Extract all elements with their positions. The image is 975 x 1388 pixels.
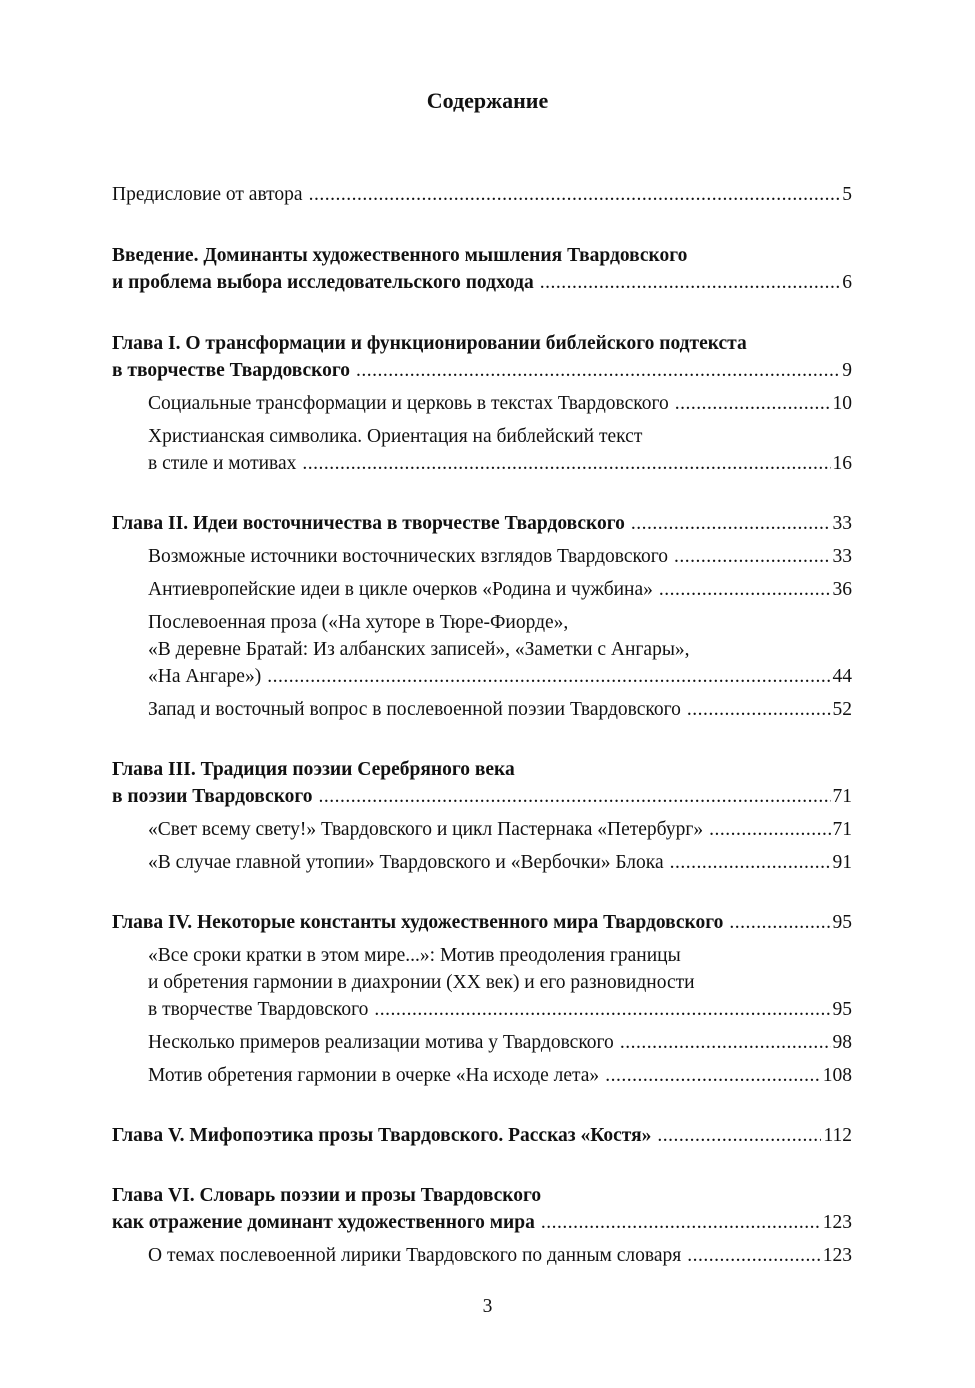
toc-line: Глава VI. Словарь поэзии и прозы Твардовского [112, 1185, 542, 1206]
dot-leader [670, 849, 831, 876]
dot-leader [540, 269, 840, 296]
toc-line: «На Ангаре») ..... 44 [148, 663, 852, 690]
toc-line: «В случае главной утопии» Твардовского и «Вербочки» Блока ..... 91 [148, 849, 852, 876]
dot-leader [620, 1029, 831, 1056]
toc-entry-chapter-2[interactable] [112, 510, 852, 537]
toc-page-number: 16 [832, 453, 852, 474]
toc-line: «Свет всему свету!» Твардовского и цикл Пастернака «Петербург» ..... 71 [148, 816, 852, 843]
toc-line: Христианская символика. Ориентация на библейский текст [148, 426, 643, 447]
toc-line: О темах послевоенной лирики Твардовского по данным словаря ..... 123 [148, 1242, 852, 1269]
toc-entry-chapter-3[interactable] [112, 756, 852, 810]
toc-line: Социальные трансформации и церковь в текстах Твардовского ..... 10 [148, 390, 852, 417]
toc-page-number: 71 [832, 786, 852, 807]
toc-entry-chapter-1[interactable] [112, 330, 852, 384]
toc-entry-section[interactable] [148, 816, 852, 843]
toc-entry-section[interactable] [148, 1062, 852, 1089]
toc-page-number: 112 [823, 1125, 852, 1146]
toc-entry-section[interactable] [148, 696, 852, 723]
toc-page-number: 71 [832, 819, 852, 840]
toc-line: и проблема выбора исследовательского подхода ..... 6 [112, 269, 852, 296]
toc-page-number: 44 [832, 666, 852, 687]
dot-leader [674, 543, 830, 570]
toc-line: в творчестве Твардовского ..... 9 [112, 357, 852, 384]
toc-entry-section[interactable] [148, 1242, 852, 1269]
toc-page-number: 95 [832, 999, 852, 1020]
toc-entry-section[interactable] [148, 942, 852, 1023]
dot-leader [605, 1062, 821, 1089]
toc-line: Послевоенная проза («На хуторе в Тюре-Фиорде», [148, 612, 569, 633]
toc-entry-chapter-5[interactable] [112, 1122, 852, 1149]
toc-line: «Все сроки кратки в этом мире...»: Мотив преодоления границы [148, 945, 681, 966]
toc-entry-section[interactable] [148, 423, 852, 477]
toc-entry-section[interactable] [148, 849, 852, 876]
toc-line: Введение. Доминанты художественного мышления Твардовского [112, 245, 688, 266]
toc-entry-chapter-6[interactable] [112, 1182, 852, 1236]
toc-line: Мотив обретения гармонии в очерке «На исходе лета» ..... 108 [148, 1062, 852, 1089]
toc-line: в стиле и мотивах ..... 16 [148, 450, 852, 477]
toc-entry-introduction[interactable] [112, 242, 852, 296]
toc-page-number: 95 [832, 912, 852, 933]
toc-entry-chapter-4[interactable] [112, 909, 852, 936]
toc-entry-preface[interactable] [112, 181, 852, 208]
toc-line: как отражение доминант художественного мира ..... 123 [112, 1209, 852, 1236]
toc-line: в поэзии Твардовского ..... 71 [112, 783, 852, 810]
toc-line: Несколько примеров реализации мотива у Твардовского ..... 98 [148, 1029, 852, 1056]
dot-leader [541, 1209, 821, 1236]
toc-line: Запад и восточный вопрос в послевоенной поэзии Твардовского ..... 52 [148, 696, 852, 723]
dot-leader [657, 1122, 821, 1149]
toc-line: Антиевропейские идеи в цикле очерков «Родина и чужбина» ..... 36 [148, 576, 852, 603]
toc-page-number: 98 [832, 1032, 852, 1053]
toc-line: Глава II. Идеи восточничества в творчестве Твардовского ..... 33 [112, 510, 852, 537]
toc-line: Глава IV. Некоторые константы художественного мира Твардовского ..... 95 [112, 909, 852, 936]
toc-page-number: 123 [822, 1212, 852, 1233]
toc-entry-section[interactable] [148, 1029, 852, 1056]
dot-leader [709, 816, 830, 843]
page-title: Содержание [426, 88, 549, 113]
toc-line: Глава III. Традиция поэзии Серебряного века [112, 759, 515, 780]
toc-entry-section[interactable] [148, 390, 852, 417]
dot-leader [356, 357, 840, 384]
dot-leader [675, 390, 831, 417]
dot-leader [374, 996, 830, 1023]
toc-line: в творчестве Твардовского ..... 95 [148, 996, 852, 1023]
toc-page-number: 52 [832, 699, 852, 720]
dot-leader [729, 909, 830, 936]
toc-line: и обретения гармонии в диахронии (XX век) и его разновидности [148, 972, 695, 993]
dot-leader [631, 510, 831, 537]
toc-page-number: 123 [822, 1245, 852, 1266]
toc-page-number: 5 [842, 184, 852, 205]
dot-leader [687, 1242, 821, 1269]
toc-page-number: 36 [832, 579, 852, 600]
toc-entry-section[interactable] [148, 543, 852, 570]
dot-leader [659, 576, 831, 603]
dot-leader [687, 696, 831, 723]
toc-entry-section[interactable] [148, 609, 852, 690]
dot-leader [302, 450, 830, 477]
toc-page-number: 33 [832, 513, 852, 534]
toc-page-number: 6 [842, 272, 852, 293]
toc-page-number: 108 [822, 1065, 852, 1086]
toc-line: Глава V. Мифопоэтика прозы Твардовского. Рассказ «Костя» ..... 112 [112, 1122, 852, 1149]
toc-line: Глава I. О трансформации и функционировании библейского подтекста [112, 333, 747, 354]
page-number: 3 [482, 1296, 493, 1317]
toc-line: «В деревне Братай: Из албанских записей», «Заметки с Ангары», [148, 639, 690, 660]
dot-leader [309, 181, 841, 208]
toc-page-number: 91 [832, 852, 852, 873]
dot-leader [319, 783, 831, 810]
dot-leader [267, 663, 830, 690]
toc-line: Предисловие от автора ..... 5 [112, 181, 852, 208]
toc-line: Возможные источники восточнических взглядов Твардовского ..... 33 [148, 543, 852, 570]
toc-entry-section[interactable] [148, 576, 852, 603]
toc-page-number: 10 [832, 393, 852, 414]
toc-page-number: 9 [842, 360, 852, 381]
toc-page-number: 33 [832, 546, 852, 567]
